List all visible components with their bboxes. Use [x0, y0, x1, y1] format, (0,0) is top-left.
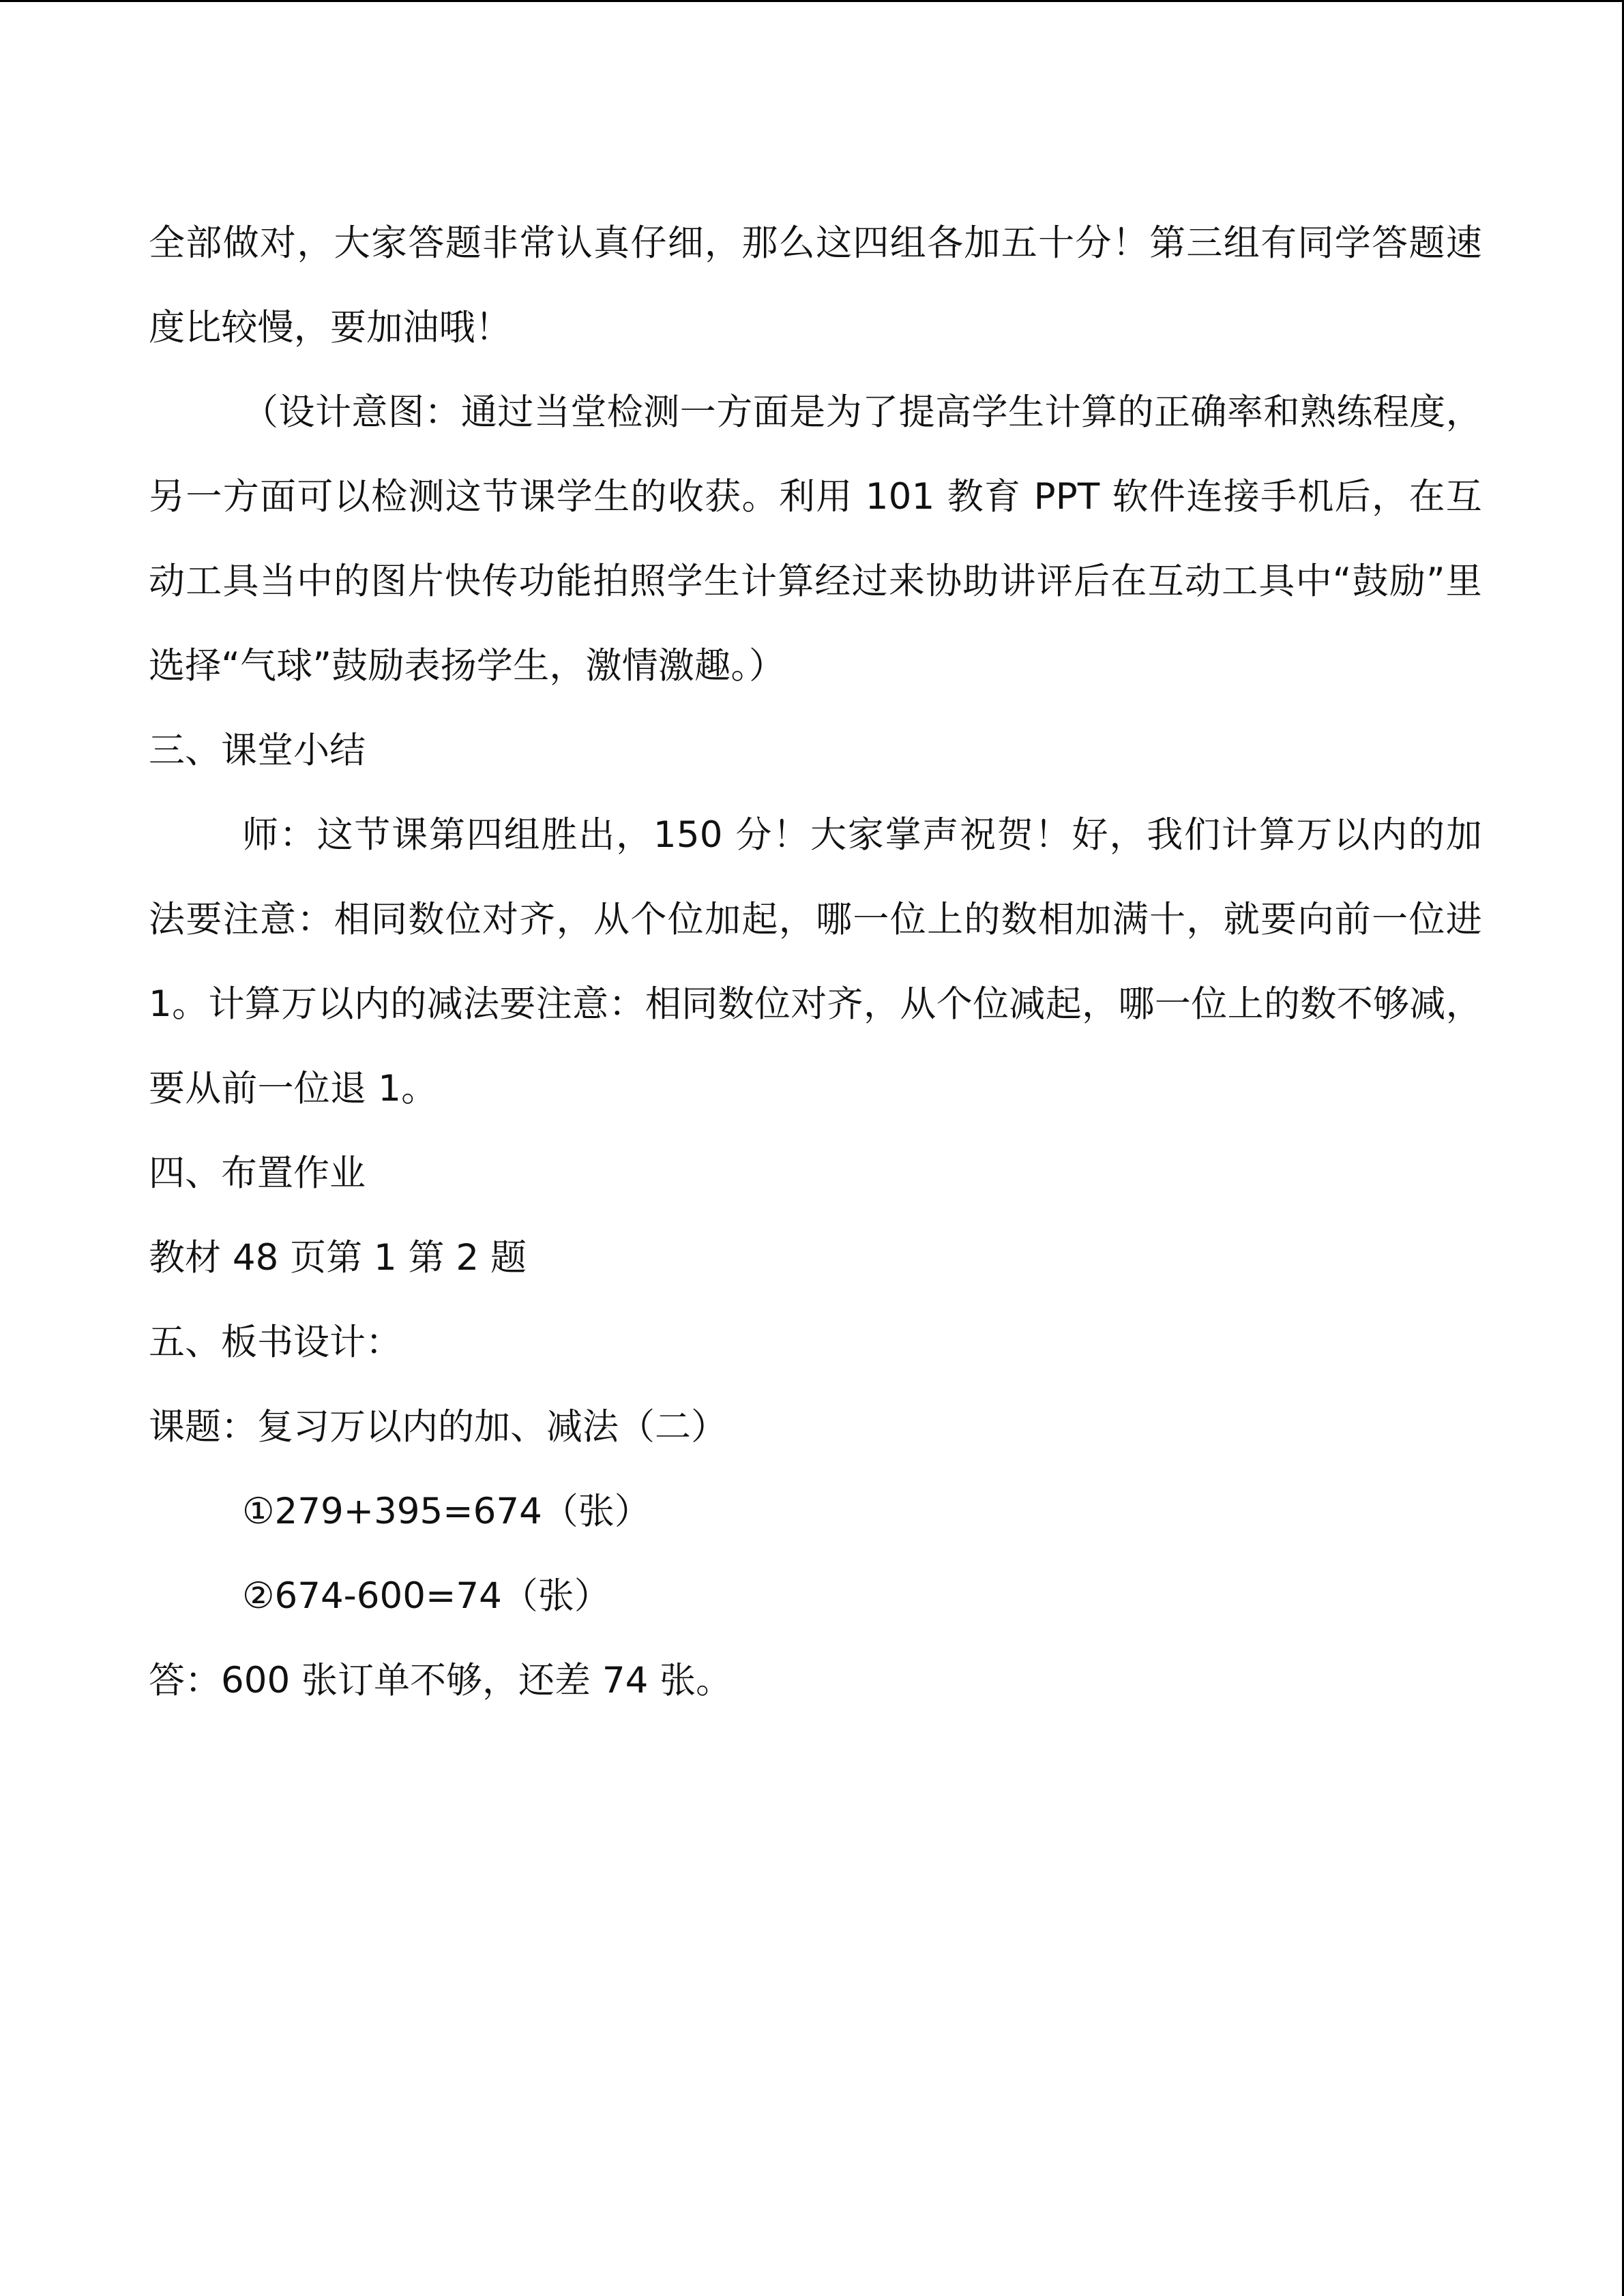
formula-subtraction: ②674-600=74（张）	[242, 1575, 610, 1617]
homework-text: 教材 48 页第 1 第 2 题	[149, 1237, 527, 1279]
board-title: 课题：复习万以内的加、减法（二）	[149, 1406, 727, 1448]
document-body	[149, 201, 1482, 1723]
formula-addition: ①279+395=674（张）	[242, 1491, 651, 1532]
paragraph-group-scores: 全部做对，大家答题非常认真仔细，那么这四组各加五十分！第三组有同学答题速度比较慢，要加油哦！	[149, 222, 1482, 348]
section-heading-board-design: 五、板书设计：	[149, 1322, 402, 1363]
paragraph-teacher-summary: 师：这节课第四组胜出，150 分！大家掌声祝贺！好，我们计算万以内的加法要注意：相同数位对齐，从个位加起，哪一位上的数相加满十，就要向前一位进 1。计算万以内的减法要注意：相同数位对齐，从个位减起，哪一位上的数不够减，要从前一位退 1。	[149, 814, 1482, 1109]
section-heading-class-summary: 三、课堂小结	[149, 730, 366, 771]
answer-text: 答：600 张订单不够，还差 74 张。	[149, 1660, 733, 1701]
paragraph-design-intent: （设计意图：通过当堂检测一方面是为了提高学生计算的正确率和熟练程度，另一方面可以检测这节课学生的收获。利用 101 教育 PPT 软件连接手机后，在互动工具当中的图片快传功能拍照学生计算经过来协助讲评后在互动工具中“鼓励”里选择“气球”鼓励表扬学生，激情激趣。）	[149, 391, 1482, 687]
section-heading-homework: 四、布置作业	[149, 1152, 366, 1194]
